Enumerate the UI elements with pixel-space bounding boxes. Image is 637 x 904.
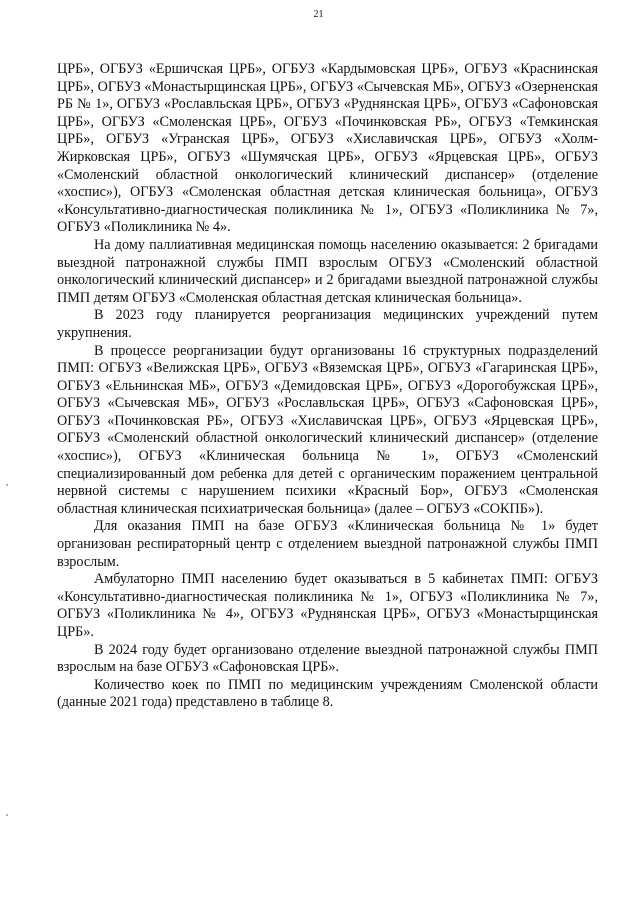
scan-speck xyxy=(6,814,8,816)
document-body xyxy=(57,61,598,712)
paragraph-bed-count: Количество коек по ПМП по медицинским учреждениям Смоленской области (данные 2021 года) представлено в таблице 8. xyxy=(57,676,598,711)
paragraph-outpatient-offices: Амбулаторно ПМП населению будет оказываться в 5 кабинетах ПМП: ОГБУЗ «Консультативно-диагностическая поликлиника № 1», ОГБУЗ «Поликлиника № 7», ОГБУЗ «Поликлиника № 4», ОГБУЗ «Руднянская ЦРБ», ОГБУЗ «Монастырщинская ЦРБ». xyxy=(57,571,598,640)
paragraph-respiratory-center: Для оказания ПМП на базе ОГБУЗ «Клиническая больница № 1» будет организован респираторный центр с отделением выездной патронажной службы ПМП взрослым. xyxy=(57,518,598,570)
page-number: 21 xyxy=(313,9,324,20)
paragraph-reorganization-plan: В 2023 году планируется реорганизация медицинских учреждений путем укрупнения. xyxy=(57,307,598,341)
paragraph-2024-department: В 2024 году будет организовано отделение выездной патронажной службы ПМП взрослым на базе ОГБУЗ «Сафоновская ЦРБ». xyxy=(57,641,598,676)
scan-speck xyxy=(6,484,8,486)
paragraph-structural-units: В процессе реорганизации будут организованы 16 структурных подразделений ПМП: ОГБУЗ «Велижская ЦРБ», ОГБУЗ «Вяземская ЦРБ», ОГБУЗ «Гагаринская ЦРБ», ОГБУЗ «Ельнинская МБ», ОГБУЗ «Демидовская ЦРБ», ОГБУЗ «Дорогобужская ЦРБ», ОГБУЗ «Сычевская МБ», ОГБУЗ «Рославльская ЦРБ», ОГБУЗ «Сафоновская ЦРБ», ОГБУЗ «Починковская РБ», ОГБУЗ «Хиславичская ЦРБ», ОГБУЗ «Ярцевская ЦРБ», ОГБУЗ «Смоленский областной онкологический клинический диспансер» (отделение «хоспис»), ОГБУЗ «Клиническая больница № 1», ОГБУЗ «Смоленский специализированный дом ребенка для детей с органическим поражением центральной нервной системы с нарушением психики «Красный Бор», ОГБУЗ «Смоленская областная клиническая психиатрическая больница» (далее – ОГБУЗ «СОКПБ»). xyxy=(57,342,598,517)
paragraph-home-care: На дому паллиативная медицинская помощь населению оказывается: 2 бригадами выездной патронажной службы ПМП взрослым ОГБУЗ «Смоленский областной онкологический клинический диспансер» и 2 бригадами выездной патронажной службы ПМП детям ОГБУЗ «Смоленская областная детская клиническая больница». xyxy=(57,236,598,306)
paragraph-continued-list: ЦРБ», ОГБУЗ «Ершичская ЦРБ», ОГБУЗ «Кардымовская ЦРБ», ОГБУЗ «Краснинская ЦРБ», ОГБУЗ «Монастырщинская ЦРБ», ОГБУЗ «Сычевская МБ», ОГБУЗ «Озерненская РБ № 1», ОГБУЗ «Рославльская ЦРБ», ОГБУЗ «Руднянская ЦРБ», ОГБУЗ «Сафоновская ЦРБ», ОГБУЗ «Смоленская ЦРБ», ОГБУЗ «Починковская РБ», ОГБУЗ «Темкинская ЦРБ», ОГБУЗ «Угранская ЦРБ», ОГБУЗ «Хиславичская ЦРБ», ОГБУЗ «Холм-Жирковская ЦРБ», ОГБУЗ «Шумячская ЦРБ», ОГБУЗ «Ярцевская ЦРБ», ОГБУЗ «Смоленский областной онкологический клинический диспансер» (отделение «хоспис»), ОГБУЗ «Смоленская областная детская клиническая больница», ОГБУЗ «Консультативно-диагностическая поликлиника № 1», ОГБУЗ «Поликлиника № 7», ОГБУЗ «Поликлиника № 4». xyxy=(57,61,598,236)
